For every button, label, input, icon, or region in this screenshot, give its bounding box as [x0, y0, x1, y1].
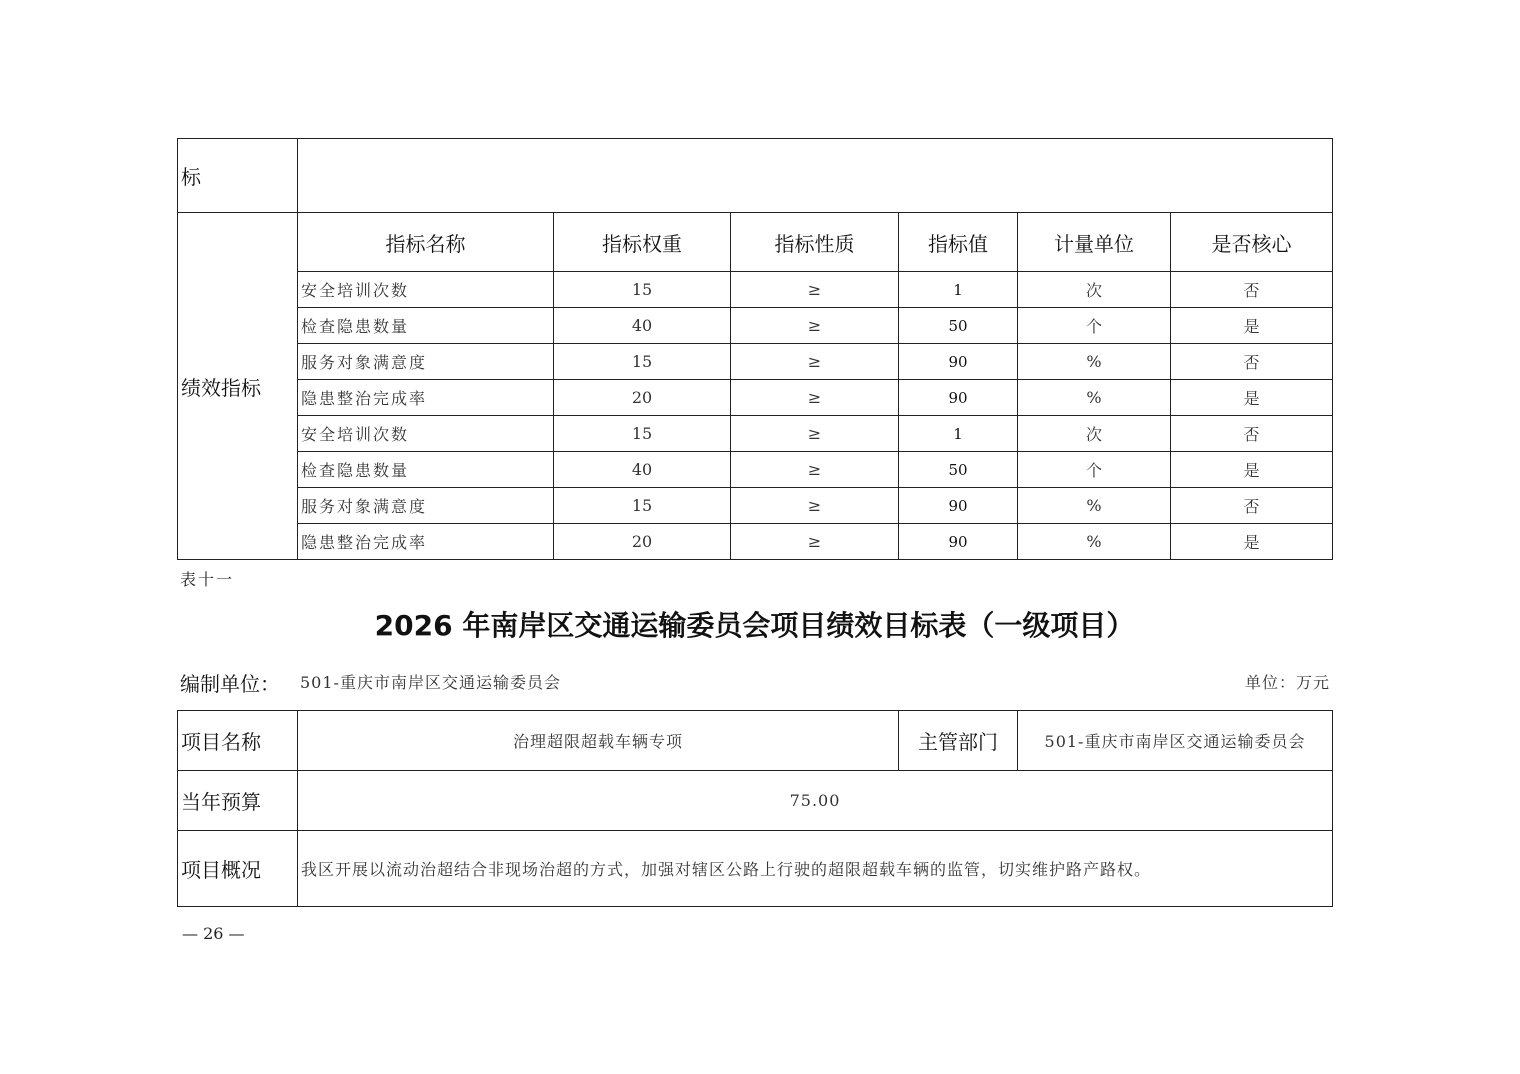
indicator-weight: 15 [554, 416, 731, 452]
column-header: 指标性质 [731, 213, 899, 272]
section-label-performance: 绩效指标 [178, 213, 298, 560]
indicator-nature: ≥ [731, 452, 899, 488]
measurement-unit: 个 [1018, 452, 1171, 488]
project-name-label: 项目名称 [178, 711, 298, 771]
is-core: 否 [1171, 488, 1333, 524]
indicator-name: 服务对象满意度 [298, 488, 554, 524]
indicator-weight: 20 [554, 380, 731, 416]
measurement-unit: % [1018, 488, 1171, 524]
is-core: 是 [1171, 524, 1333, 560]
indicator-weight: 40 [554, 452, 731, 488]
is-core: 否 [1171, 272, 1333, 308]
column-header: 是否核心 [1171, 213, 1333, 272]
overview-label: 项目概况 [178, 831, 298, 907]
indicator-weight: 15 [554, 272, 731, 308]
overview-value: 我区开展以流动治超结合非现场治超的方式，加强对辖区公路上行驶的超限超载车辆的监管，切实维护路产路权。 [298, 831, 1333, 907]
column-header: 计量单位 [1018, 213, 1171, 272]
table-row [178, 524, 1333, 560]
indicator-nature: ≥ [731, 488, 899, 524]
measurement-unit: 次 [1018, 416, 1171, 452]
org-label: 编制单位： [180, 672, 280, 696]
indicator-weight: 15 [554, 344, 731, 380]
is-core: 否 [1171, 416, 1333, 452]
is-core: 否 [1171, 344, 1333, 380]
org-value: 501-重庆市南岸区交通运输委员会 [300, 673, 561, 692]
budget-label: 当年预算 [178, 771, 298, 831]
table-row [178, 452, 1333, 488]
page-title: 2026 年南岸区交通运输委员会项目绩效目标表（一级项目） [374, 609, 1135, 642]
indicator-nature: ≥ [731, 380, 899, 416]
is-core: 是 [1171, 380, 1333, 416]
indicator-value: 50 [899, 452, 1018, 488]
indicator-name: 服务对象满意度 [298, 344, 554, 380]
table-row [178, 711, 1333, 771]
table-row [178, 771, 1333, 831]
indicator-value: 1 [899, 416, 1018, 452]
measurement-unit: % [1018, 524, 1171, 560]
measurement-unit: 次 [1018, 272, 1171, 308]
is-core: 是 [1171, 308, 1333, 344]
column-header: 指标值 [899, 213, 1018, 272]
indicator-nature: ≥ [731, 344, 899, 380]
table-row [178, 488, 1333, 524]
measurement-unit: % [1018, 344, 1171, 380]
table-header-row [178, 213, 1333, 272]
column-header: 指标名称 [298, 213, 554, 272]
table-row [178, 416, 1333, 452]
table-row [178, 344, 1333, 380]
indicator-nature: ≥ [731, 524, 899, 560]
indicator-name: 安全培训次数 [298, 416, 554, 452]
column-header: 指标权重 [554, 213, 731, 272]
performance-indicator-table [177, 138, 1333, 560]
indicator-value: 1 [899, 272, 1018, 308]
table-row [178, 139, 1333, 213]
measurement-unit: % [1018, 380, 1171, 416]
indicator-weight: 40 [554, 308, 731, 344]
table-number: 表十一 [180, 570, 235, 589]
indicator-value: 90 [899, 344, 1018, 380]
indicator-weight: 20 [554, 524, 731, 560]
project-name-value: 治理超限超载车辆专项 [298, 711, 899, 771]
budget-value: 75.00 [298, 771, 1333, 831]
indicator-nature: ≥ [731, 416, 899, 452]
indicator-name: 检查隐患数量 [298, 452, 554, 488]
department-value: 501-重庆市南岸区交通运输委员会 [1018, 711, 1333, 771]
department-label: 主管部门 [899, 711, 1018, 771]
table-row [178, 308, 1333, 344]
indicator-weight: 15 [554, 488, 731, 524]
indicator-name: 隐患整治完成率 [298, 524, 554, 560]
page-number: — 26 — [182, 924, 245, 943]
table-row [178, 272, 1333, 308]
indicator-nature: ≥ [731, 308, 899, 344]
indicator-value: 90 [899, 380, 1018, 416]
table-row [178, 831, 1333, 907]
is-core: 是 [1171, 452, 1333, 488]
indicator-name: 隐患整治完成率 [298, 380, 554, 416]
unit-label: 单位：万元 [1244, 673, 1330, 692]
measurement-unit: 个 [1018, 308, 1171, 344]
table-row [178, 380, 1333, 416]
indicator-name: 安全培训次数 [298, 272, 554, 308]
indicator-name: 检查隐患数量 [298, 308, 554, 344]
indicator-nature: ≥ [731, 272, 899, 308]
project-info-table [177, 710, 1333, 907]
indicator-value: 50 [899, 308, 1018, 344]
row-label-continued: 标 [178, 139, 298, 213]
indicator-value: 90 [899, 524, 1018, 560]
indicator-value: 90 [899, 488, 1018, 524]
empty-content-cell [298, 139, 1333, 213]
